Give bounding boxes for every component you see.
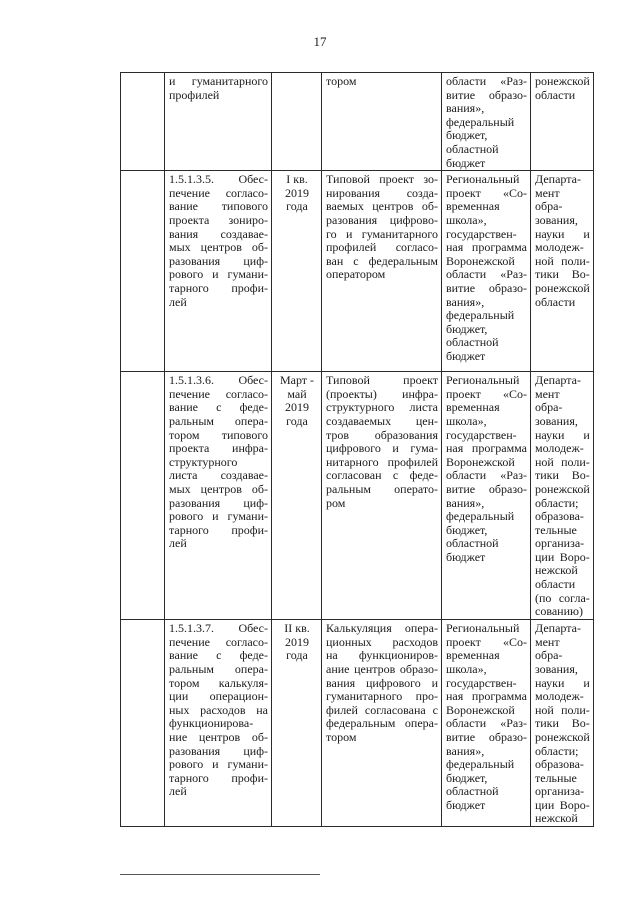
source-cell [442, 73, 531, 171]
executor-text: Департа- мент обра- зования, науки и молодеж- ной поли- тики Во- ронежской области; образова- тельные организа- ции Воро- нежской области (по согла- сованию) [535, 373, 590, 619]
event-cell [165, 620, 272, 827]
result-cell [322, 620, 442, 827]
event-cell [165, 372, 272, 620]
source-cell [442, 372, 531, 620]
event-text: 1.5.1.3.6. Обес- печение согласо- вание с феде- ральным опера- тором типового проекта инфра- структурного листа создавае- мых центров об- разования циф- рового и гумани- тарного профи- лей [169, 373, 268, 551]
result-text: Типовой проект зо- нирования созда- ваемых центров об- разования цифрово- го и гуманитарного профилей согласо- ван с федеральным оператором [326, 172, 438, 282]
term-text: Март - май 2019 года [279, 373, 315, 428]
event-text: и гуманитарного профилей [169, 74, 268, 102]
blank-cell [121, 171, 165, 372]
term-cell [272, 73, 322, 171]
source-text: Региональный проект «Со- временная школа», государствен- ная программа Воронежской области «Раз- витие образо- вания», федеральный бюджет, областной бюджет [446, 172, 527, 363]
executor-cell [531, 73, 594, 171]
table-row [121, 171, 594, 372]
table-row [121, 372, 594, 620]
table-row [121, 620, 594, 827]
source-cell [442, 171, 531, 372]
action-plan-table [120, 72, 594, 827]
result-cell [322, 73, 442, 171]
event-cell [165, 171, 272, 372]
term-cell [272, 171, 322, 372]
term-text: I кв. 2019 года [285, 172, 309, 214]
source-cell [442, 620, 531, 827]
blank-cell [121, 73, 165, 171]
result-text: тором [326, 74, 357, 88]
term-cell [272, 372, 322, 620]
event-text: 1.5.1.3.7. Обес- печение согласо- вание с феде- ральным опера- тором калькуля- ции операцион- ных расходов на функционирова- ние центров об- разования циф- рового и гумани- тарного профи- лей [169, 621, 268, 799]
page-number: 17 [313, 34, 327, 49]
event-cell [165, 73, 272, 171]
result-text: Калькуляция опера- ционных расходов на функциониров- ание центров образо- вания цифрового и гуманитарного про- филей согласована с федеральным опера- тором [326, 621, 438, 744]
executor-cell [531, 372, 594, 620]
source-text: Региональный проект «Со- временная школа», государствен- ная программа Воронежской области «Раз- витие образо- вания», федеральный бюджет, областной бюджет [446, 373, 527, 564]
executor-text: ронежской области [535, 74, 590, 102]
blank-cell [121, 620, 165, 827]
source-text: Региональный проект «Со- временная школа», государствен- ная программа Воронежской области «Раз- витие образо- вания», федеральный бюджет, областной бюджет [446, 621, 527, 812]
result-cell [322, 171, 442, 372]
executor-cell [531, 171, 594, 372]
executor-text: Департа- мент обра- зования, науки и молодеж- ной поли- тики Во- ронежской области [535, 172, 590, 309]
executor-text: Департа- мент обра- зования, науки и молодеж- ной поли- тики Во- ронежской области; образова- тельные организа- ции Воро- нежской [535, 621, 590, 826]
term-text: II кв. 2019 года [284, 621, 310, 663]
term-cell [272, 620, 322, 827]
result-text: Типовой проект (проекты) инфра- структурного листа создаваемых цен- тров образования цифрового и гума- нитарного профилей согласован с феде- ральным операто- ром [326, 373, 438, 510]
event-text: 1.5.1.3.5. Обес- печение согласо- вание типового проекта зониро- вания создавае- мых центров об- разования циф- рового и гумани- тарного профи- лей [169, 172, 268, 309]
table-row [121, 73, 594, 171]
footnote-divider [120, 874, 320, 875]
executor-cell [531, 620, 594, 827]
blank-cell [121, 372, 165, 620]
source-text: области «Раз- витие образо- вания», федеральный бюджет, областной бюджет [446, 74, 527, 170]
result-cell [322, 372, 442, 620]
